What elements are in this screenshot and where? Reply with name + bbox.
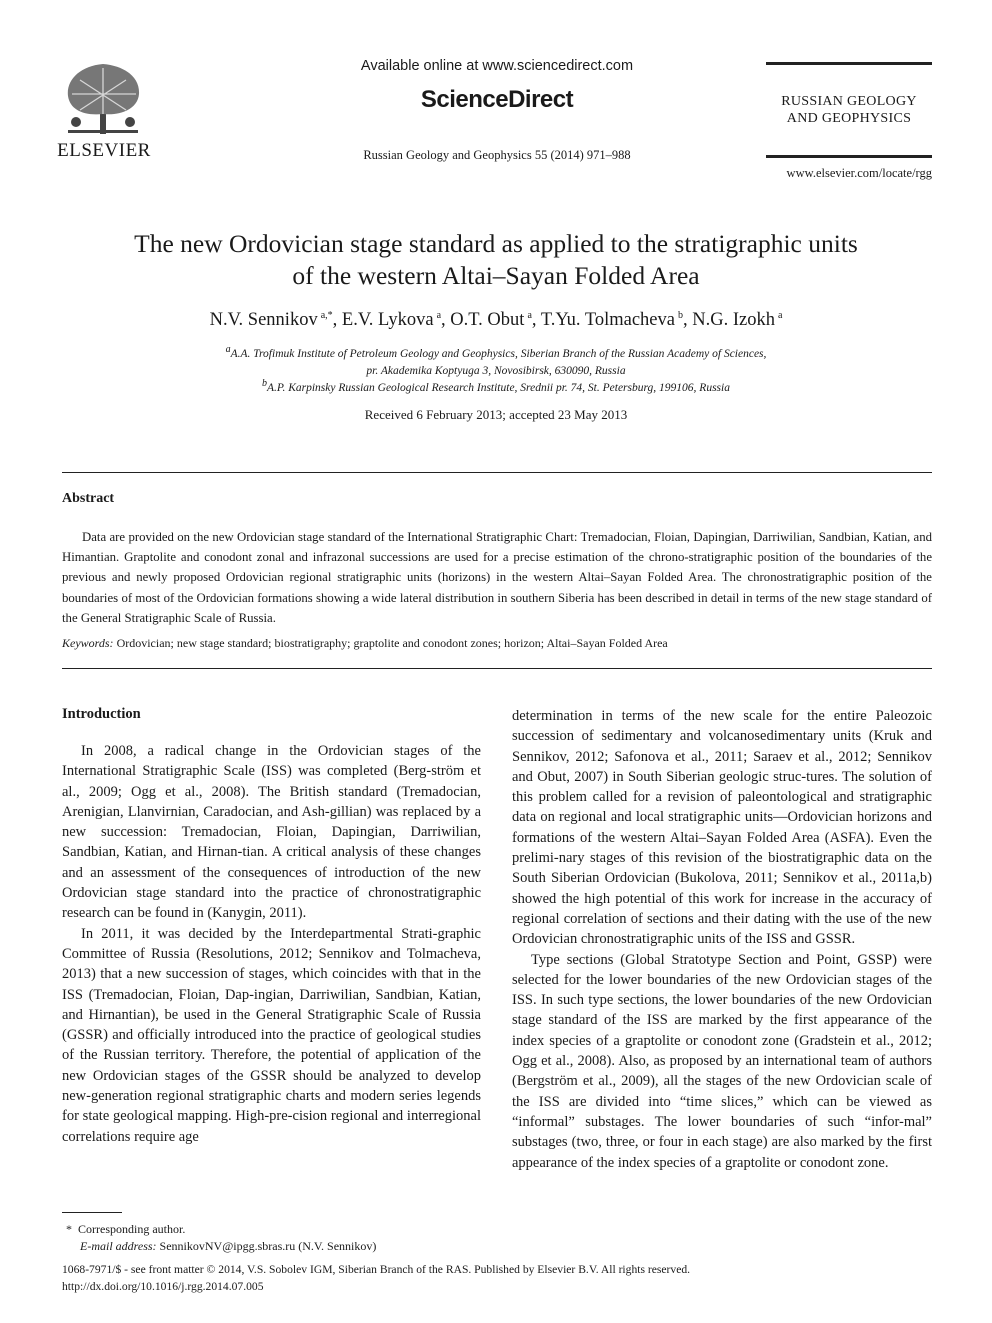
journal-header-bottom-rule [766,155,932,158]
author [342,310,441,330]
email-label: E-mail address: [80,1239,157,1253]
journal-header-top-rule [766,62,932,65]
keywords [62,636,932,651]
author-affiliation-mark: a [527,309,532,321]
author [541,310,683,330]
received-dates: Received 6 February 2013; accepted 23 May 2013 [364,407,628,422]
author-name: T.Yu. Tolmacheva [540,310,675,330]
author-name: E.V. Lykova [341,310,434,330]
author-affiliation-mark: a,* [320,309,333,321]
left-paragraph-1: In 2008, a radical change in the Ordovician stages of the International Stratigraphic Scale (ISS) was completed (Berg-ström et al., 2009; Ogg et al., 2008). The British standard (Tremadocian, Arenigian, Llanvirnian, Caradocian, and Ash-gillian) was replaced by a new succession: Tremadocian, Floian, Dapingian, Darriwilian, Sandbian, Katian, and Hirnan-tian. A critical analysis of these changes and an assessment of the consequences of introduction of the new Ordovician stage standard into the practice of chronostratigraphic research can be found in (Kanygin, 2011). [62,743,481,922]
copyright-line: 1068-7971/$ - see front matter © 2014, V.S. Sobolev IGM, Siberian Branch of the RAS. Published by Elsevier B.V. All rights reserved. [62,1263,691,1276]
abstract-bottom-rule [62,668,932,669]
journal-url-link[interactable]: www.elsevier.com/locate/rgg [786,166,932,180]
footnote [66,1221,376,1255]
abstract-text: Data are provided on the new Ordovician stage standard of the International Stratigraphic Chart: Tremadocian, Floian, Dapingian, Darriwilian, Sandbian, Katian, and Himantian. Graptolite and conodont zonal and infrazonal successions are used for a precise estimation of the chrono-stratigraphic position of the boundaries of the previous and newly proposed Ordovician regional stratigraphic units (horizons) in the western Altai–Sayan Folded Area. The chronostratigraphic position of the boundaries of most of the Ordovician formations showing a wide lateral distribution in southern Siberia has been described in detail in terms of the new stage standard of the General Stratigraphic Scale of Russia. [62,530,932,625]
article-title [40,228,952,292]
article-title-line2: of the western Altai–Sayan Folded Area [292,261,700,290]
article-title-line1: The new Ordovician stage standard as applied to the stratigraphic units [134,229,858,258]
email-link[interactable]: SennikovNV@ipgg.sbras.ru (N.V. Sennikov) [159,1239,377,1253]
right-paragraph-2: Type sections (Global Stratotype Section and Point, GSSP) were selected for the lower boundaries of the new Ordovician stages of the ISS. In such type sections, the lower boundaries of the new Ordovician stage standard of the ISS are marked by the first appearance of the index species of a graptolite or conodont zone (Gradstein et al., 2012; Ogg et al., 2008). Also, as proposed by an international team of authors (Bergström et al., 2009), all the stages of the new Ordovician scale of the ISS are divided into “time slices,” which can be viewed as “informal” substages. The lower boundaries of such “infor-mal” substages (two, three, or four in each stage) are also marked by the first appearance of the index species of a graptolite or conodont zone. [512,951,932,1171]
doi-link[interactable]: http://dx.doi.org/10.1016/j.rgg.2014.07.005 [62,1280,264,1293]
author-affiliation-mark: b [677,309,683,321]
author-list: N.V. Sennikov $^{a,*}$, E.V. Lykova $^a$, O.T. Obut $^a$, T.Yu. Tolmacheva $^b$, N.G. Izokh $^a$ [209,309,783,330]
author [210,310,333,330]
author-name: O.T. Obut [450,310,525,330]
footnote-mark: * [66,1222,72,1236]
corresponding-author-label: Corresponding author. [78,1222,186,1236]
journal-name-line2: AND GEOPHYSICS [786,111,912,126]
affiliation-b-line1: A.P. Karpinsky Russian Geological Research Institute, Srednii pr. 74, St. Petersburg, 199106, Russia [267,382,730,394]
author [692,310,782,330]
affiliation-a-address: pr. Akademika Koptyuga 3, Novosibirsk, 630090, Russia [366,365,626,377]
affiliation-a [60,346,932,363]
keywords-label: Keywords: [62,636,114,650]
journal-citation: Russian Geology and Geophysics 55 (2014) 971–988 [363,148,631,162]
footnote-email [66,1238,376,1255]
abstract-top-rule [62,472,932,473]
elsevier-wordmark: ELSEVIER [57,140,151,161]
author-name: N.G. Izokh [692,310,775,330]
right-column [512,706,932,1173]
footnote-rule [62,1212,122,1213]
author [450,310,532,330]
sciencedirect-brand: ScienceDirect [420,86,574,113]
page-footer [62,1261,690,1295]
abstract-heading: Abstract [62,491,115,506]
affiliation-b [60,380,932,397]
affiliations [60,346,932,397]
available-online-text: Available online at www.sciencedirect.com [360,58,634,74]
affiliation-a-mark: a [225,344,231,356]
left-paragraph-2: In 2011, it was decided by the Interdepartmental Strati-graphic Committee of Russia (Resolutions, 2012; Sennikov and Tolmacheva, 2013) that a new succession of stages, which coincides with that in the ISS (Tremadocian, Floian, Dap-ingian, Darriwilian, Sandbian, Katian, and Hirnantian), be used in the General Stratigraphic Scale of Russia (GSSR) and officially introduced into the practice of geological studies of the Russian territory. Therefore, the potential of application of the new Ordovician stages of the GSSR should be analyzed to develop new-generation regional stratigraphic charts and modern series legends for state geological mapping. High-pre-cision regional and interregional correlations require age [62,925,481,1145]
affiliation-a-line1: A.A. Trofimuk Institute of Petroleum Geology and Geophysics, Siberian Branch of the Russian Academy of Sciences, [230,348,767,360]
left-column [62,741,481,1147]
right-paragraph-1: determination in terms of the new scale for the entire Paleozoic succession of sedimentary and volcanosedimentary units (Kruk and Sennikov, 2012; Safonova et al., 2011; Saraev et al., 2012; Sennikov and Obut, 2007) in South Siberian geologic struc-tures. The solution of this problem called for a revision of paleontological and stratigraphic data on regional and local stratigraphic units—Ordovician horizons and formations of the western Altai–Sayan Folded Area (ASFA). Even the prelimi-nary stages of this revision of the biostratigraphic data on the South Siberian Ordovician (Bukolova, 2011; Sennikov et al., 2011a,b) showed the high potential of this work for increase in the accuracy of regional correlation of sections and their dating with the use of the new Ordovician chronostratigraphic units of the ISS and GSSR. [512,708,932,948]
author-name: N.V. Sennikov [209,310,318,330]
keywords-list: Ordovician; new stage standard; biostratigraphy; graptolite and conodont zones; horizon; Altai–Sayan Folded Area [116,636,668,650]
elsevier-tree-logo [60,60,146,138]
footnote-corresponding [66,1221,376,1238]
affiliation-b-mark: b [262,378,268,390]
journal-name [766,93,932,127]
introduction-heading: Introduction [62,706,141,722]
author-affiliation-mark: a [436,309,442,321]
author-affiliation-mark: a [777,309,783,321]
journal-name-line1: RUSSIAN GEOLOGY [781,94,917,109]
